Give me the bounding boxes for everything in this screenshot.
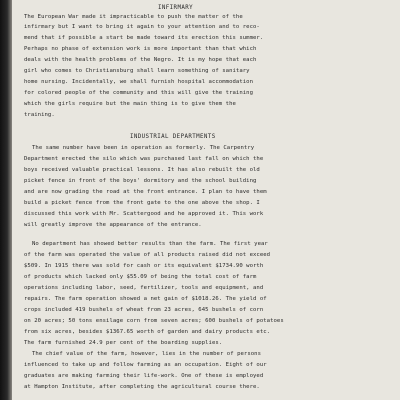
text-line: The chief value of the farm, however, lies in the number of persons (32, 351, 261, 357)
text-line: graduates are making farming their life-work. One of these is employed (24, 373, 264, 379)
text-line: discussed this work with Mr. Scattergood and he approved it. This work (24, 211, 264, 217)
text-line: for colored people of the community and this will give the training (24, 90, 253, 96)
text-line: will greatly improve the appearance of the entrance. (24, 222, 202, 228)
text-line: $509. In 1915 there was sold for cash or its equivalent $1734.90 worth (24, 263, 264, 269)
text-line: The farm furnished 24.9 per cent of the boarding supplies. (24, 340, 223, 346)
text-line: influenced to take up and follow farming as an occupation. Eight of our (24, 362, 267, 368)
text-line: build a picket fence from the front gate to the one above the shop. I (24, 200, 260, 206)
text-line: home nursing. Incidentally, we shall furnish hospital accommodation (24, 79, 253, 85)
text-line: operations including labor, seed, fertilizer, tools and equipment, and (24, 285, 264, 291)
section-heading-industrial: INDUSTRIAL DEPARTMENTS (130, 134, 216, 140)
text-line: picket fence in front of the boys' dormitory and the school building (24, 178, 257, 184)
text-line: repairs. The farm operation showed a net gain of $1018.26. The yield of (24, 296, 267, 302)
text-line: Perhaps no phase of extension work is more important than that which (24, 46, 257, 52)
text-line: of the farm was operated the value of all products raised did not exceed (24, 252, 271, 258)
text-line: training. (24, 112, 55, 118)
text-line: boys received valuable practical lessons. It has also rebuilt the old (24, 167, 260, 173)
text-line: No department has showed better results than the farm. The first year (32, 241, 268, 247)
text-line: from six acres, besides $1367.65 worth of garden and dairy products etc. (24, 329, 271, 335)
text-line: mend that if possible a start be made toward its erection this summer. (24, 35, 264, 41)
text-line: and are now grading the road at the front entrance. I plan to have them (24, 189, 267, 195)
text-line: at Hampton Institute, after completing the agricultural course there. (24, 384, 260, 390)
text-line: Department erected the silo which was purchased last fall on which the (24, 156, 264, 162)
text-line: The European War made it impracticable to push the matter of the (24, 14, 243, 20)
text-line: girl who comes to Christiansburg shall learn something of sanitary (24, 68, 250, 74)
text-line: deals with the health problems of the Negro. It is my hope that each (24, 57, 257, 63)
text-line: The same number have been in operation as formerly. The Carpentry (32, 145, 255, 151)
text-line: infirmary but I want to bring it again to your attention and to reco- (24, 24, 260, 30)
section-heading-infirmary: INFIRMARY (158, 5, 194, 11)
text-line: which the girls require but the main thing is to give them the (24, 101, 236, 107)
text-line: on 20 acres; 50 tons ensilage corn from seven acres; 600 bushels of potatoes (24, 318, 284, 324)
text-line: of products which lacked only $55.09 of being the total cost of farm (24, 274, 257, 280)
text-line: crops included 419 bushels of wheat from 23 acres, 645 bushels of corn (24, 307, 264, 313)
scan-edge-shadow (0, 0, 12, 400)
